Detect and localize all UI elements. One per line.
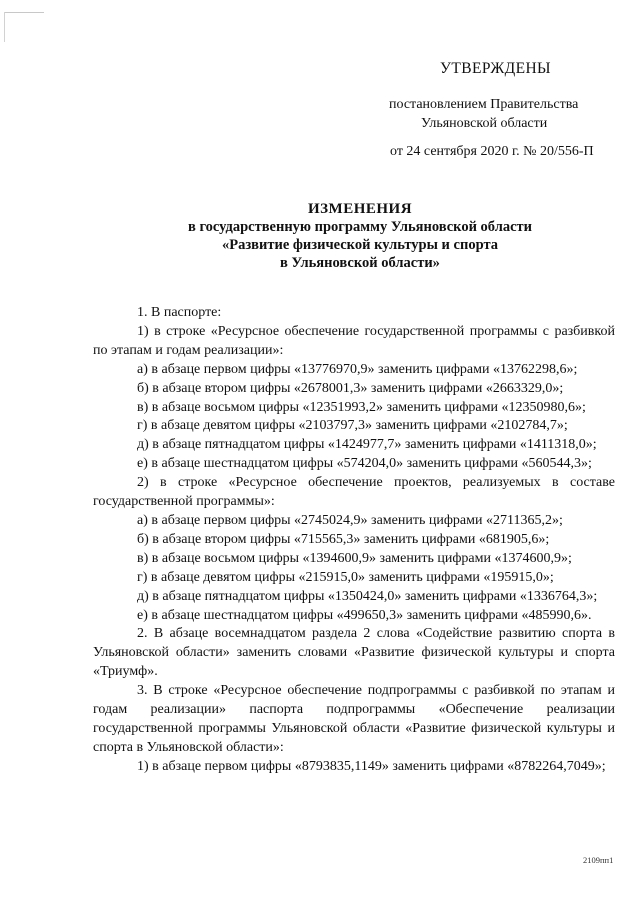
heading-line-2: «Развитие физической культуры и спорта (221, 237, 499, 253)
paragraph: е) в абзаце шестнадцатом цифры «499650,3» заменить цифрами «485990,6». (137, 607, 592, 623)
scan-edge-mark (4, 12, 44, 13)
paragraph: д) в абзаце пятнадцатом цифры «1424977,7» заменить цифрами «1411318,0»; (137, 437, 597, 453)
paragraph: б) в абзаце втором цифры «715565,3» заменить цифрами «681905,6»; (137, 531, 550, 547)
decree-region: Ульяновской области (421, 116, 548, 131)
decree-date-number: от 24 сентября 2020 г. № 20/556-П (390, 144, 594, 159)
decree-issuer: постановлением Правительства (389, 97, 579, 112)
scan-edge-mark-vertical (4, 12, 5, 42)
document-heading (80, 200, 640, 272)
paragraph: 1) в абзаце первом цифры «8793835,1149» заменить цифрами «8782264,7049»; (137, 758, 606, 774)
heading-line-3: в Ульяновской области» (280, 255, 440, 271)
paragraph: 2) в строке «Ресурсное обеспечение проектов, реализуемых в составе государственной программы»: (93, 475, 615, 510)
paragraph: 1) в строке «Ресурсное обеспечение государственной программы с разбивкой по этапам и годам реализации»: (93, 323, 615, 358)
paragraph: в) в абзаце восьмом цифры «1394600,9» заменить цифрами «1374600,9»; (137, 550, 572, 566)
paragraph: е) в абзаце шестнадцатом цифры «574204,0» заменить цифрами «560544,3»; (137, 456, 592, 472)
paragraph: д) в абзаце пятнадцатом цифры «1350424,0» заменить цифрами «1336764,3»; (137, 588, 598, 604)
paragraph: г) в абзаце девятом цифры «215915,0» заменить цифрами «195915,0»; (137, 569, 554, 585)
paragraph: 2. В абзаце восемнадцатом раздела 2 слова «Содействие развитию спорта в Ульяновской области» заменить словами «Развитие физической культуры и спорта «Триумф». (93, 626, 615, 680)
paragraph: 1. В паспорте: (137, 305, 222, 320)
heading-line-1: в государственную программу Ульяновской области (187, 219, 532, 235)
document-body (93, 304, 615, 777)
paragraph: в) в абзаце восьмом цифры «12351993,2» заменить цифрами «12350980,6»; (137, 399, 586, 415)
paragraph: а) в абзаце первом цифры «13776970,9» заменить цифрами «13762298,6»; (137, 361, 578, 377)
paragraph: 3. В строке «Ресурсное обеспечение подпрограммы с разбивкой по этапам и годам реализации» паспорта подпрограммы «Обеспечение реализации государственной программы Ульяновской области «Развитие физической культуры и спорта в Ульяновской области»: (93, 683, 615, 755)
paragraph: г) в абзаце девятом цифры «2103797,3» заменить цифрами «2102784,7»; (137, 418, 568, 434)
paragraph: б) в абзаце втором цифры «2678001,3» заменить цифрами «2663329,0»; (137, 380, 564, 396)
heading-main: ИЗМЕНЕНИЯ (307, 201, 413, 217)
page-code: 2109пп1 (583, 855, 614, 865)
approved-title: УТВЕРЖДЕНЫ (440, 60, 551, 77)
paragraph: а) в абзаце первом цифры «2745024,9» заменить цифрами «2711365,2»; (137, 512, 563, 528)
